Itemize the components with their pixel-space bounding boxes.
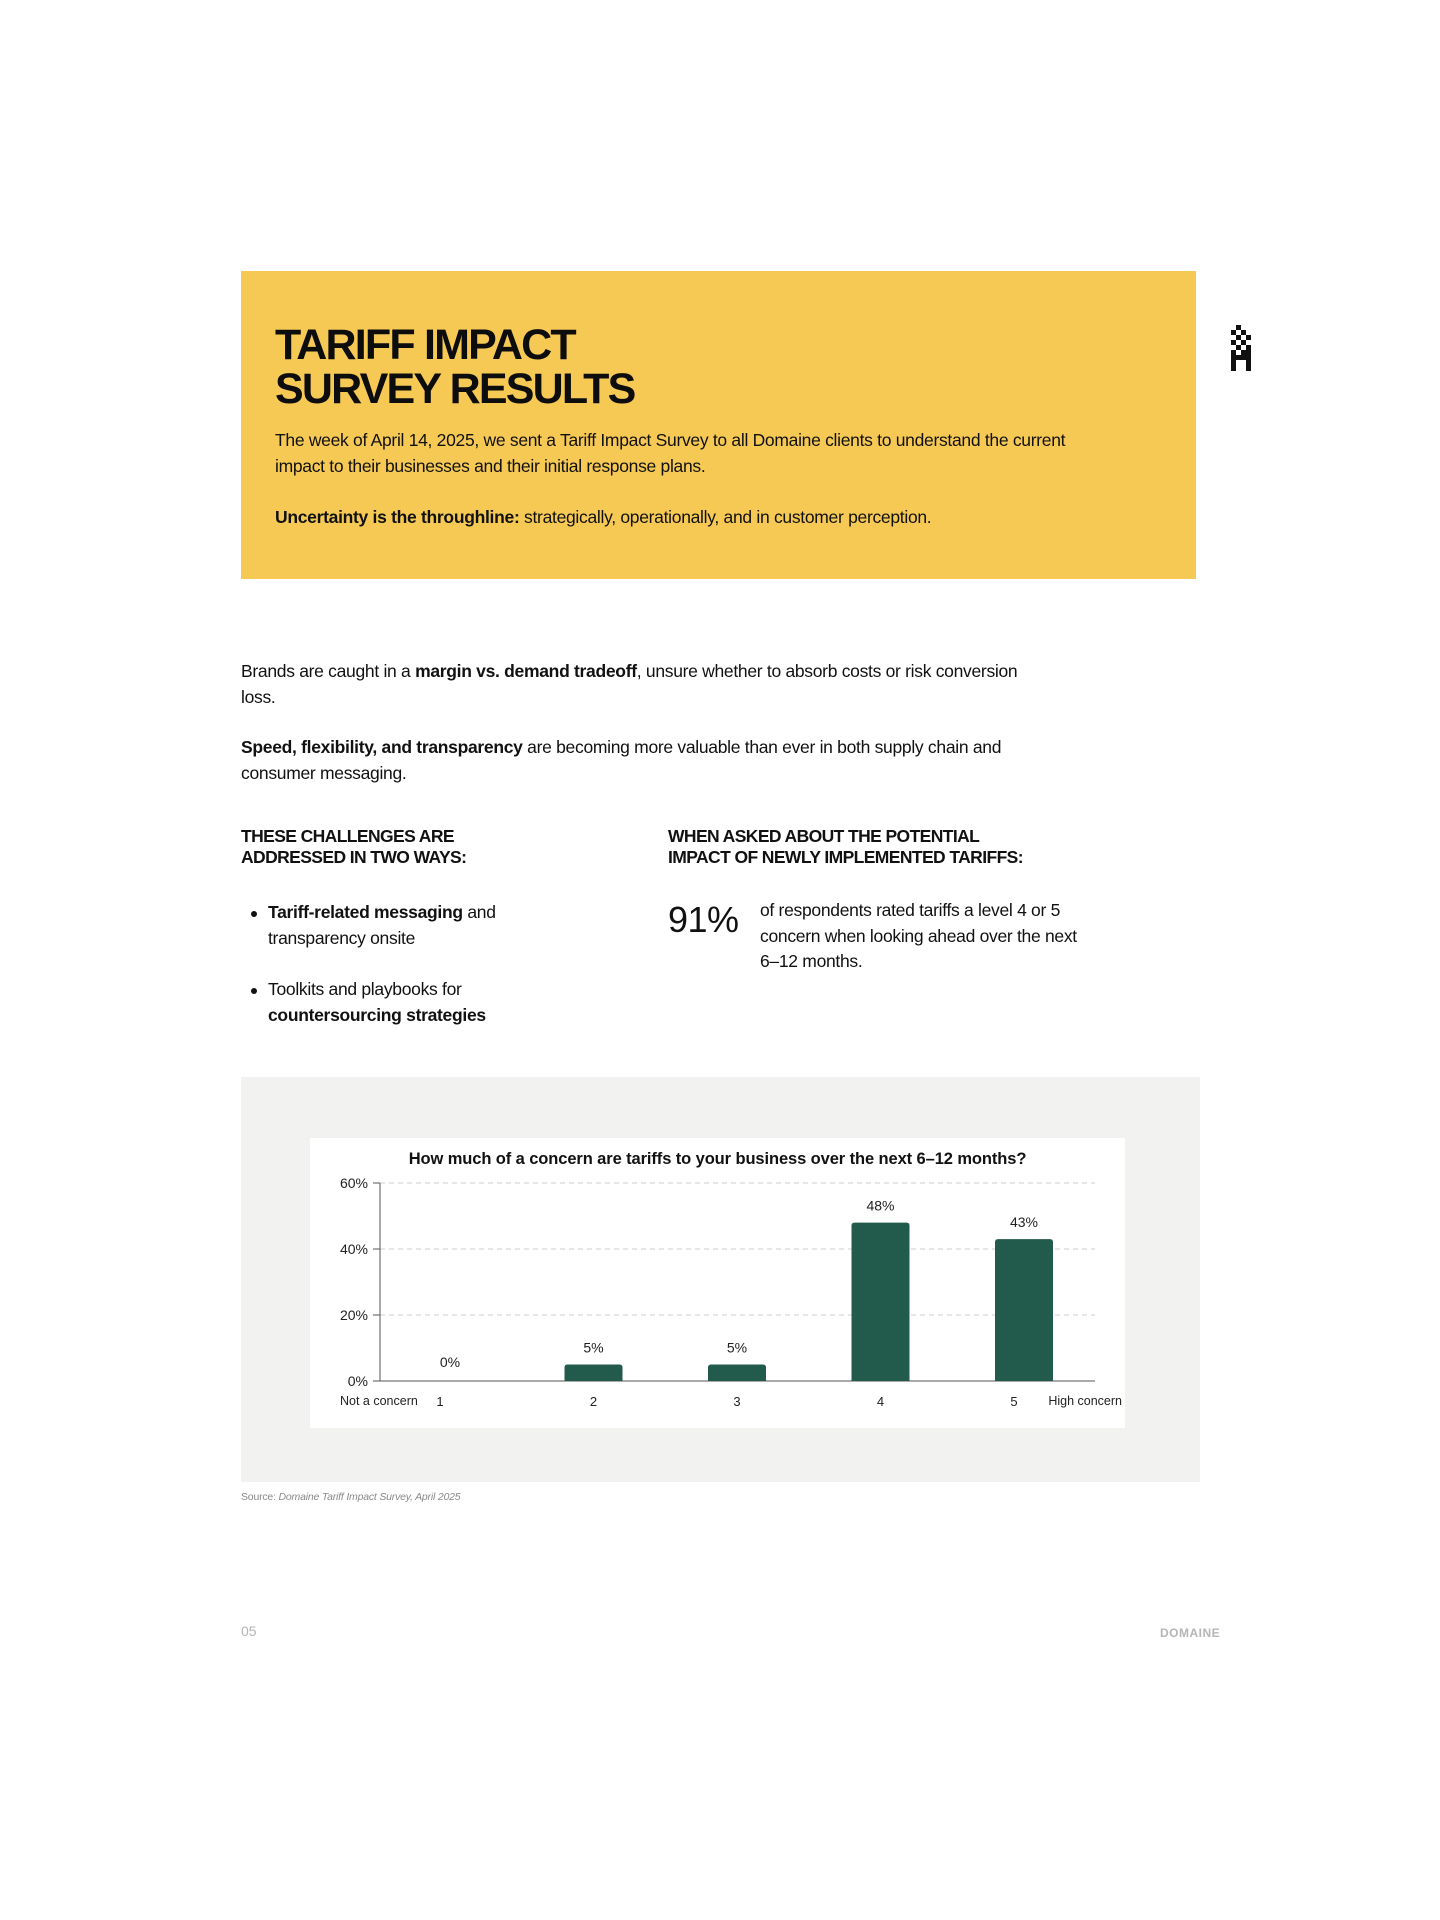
hero-intro: The week of April 14, 2025, we sent a Tariff Impact Survey to all Domaine clients to understand the current impact to their businesses and their initial response plans. <box>275 430 1066 476</box>
chart-panel <box>241 1077 1200 1482</box>
source-prefix: Source: <box>241 1491 279 1503</box>
chart-card <box>310 1138 1125 1428</box>
list-item <box>241 900 581 951</box>
challenges-heading: THESE CHALLENGES ARE ADDRESSED IN TWO WAYS: <box>241 826 467 867</box>
x-axis-left-label: Not a concern <box>340 1394 418 1408</box>
y-tick-label: 60% <box>339 1175 368 1191</box>
x-axis-right-label: High concern <box>1048 1394 1122 1408</box>
bullet1-rest: and transparency onsite <box>268 902 496 948</box>
data-label: 5% <box>726 1339 748 1356</box>
hero-banner <box>241 271 1196 579</box>
p1-start: Brands are caught in a <box>241 661 416 681</box>
challenges-list <box>241 900 581 1054</box>
y-tick-label: 0% <box>347 1373 368 1389</box>
bullet2-bold: countersourcing strategies <box>268 1004 486 1025</box>
y-tick-label: 20% <box>339 1307 368 1323</box>
bullet1-bold: Tariff-related messaging <box>268 902 463 922</box>
y-tick-label: 40% <box>339 1241 368 1257</box>
throughline-bold: Uncertainty is the throughline: <box>275 507 520 527</box>
hero-throughline <box>275 505 1075 531</box>
stat-number: 91% <box>668 899 739 940</box>
footer-brand: DOMAINE <box>1160 1626 1221 1640</box>
data-label: 43% <box>1009 1214 1039 1231</box>
stat-description: of respondents rated tariffs a level 4 or 5 concern when looking ahead over the next 6–12 months. <box>760 900 1077 971</box>
page-title: TARIFF IMPACT SURVEY RESULTS <box>275 321 635 413</box>
bar <box>852 1223 910 1381</box>
p1-end: , unsure whether to absorb costs or risk conversion loss. <box>241 661 1018 707</box>
data-label: 5% <box>583 1339 604 1356</box>
impact-heading: WHEN ASKED ABOUT THE POTENTIAL IMPACT OF NEWLY IMPLEMENTED TARIFFS: <box>668 826 1023 867</box>
list-item <box>241 977 581 1028</box>
source-name: Domaine Tariff Impact Survey, April 2025 <box>278 1491 461 1503</box>
p2-bold: Speed, flexibility, and transparency <box>241 737 523 757</box>
page-number: 05 <box>241 1623 257 1639</box>
p2-end: are becoming more valuable than ever in both supply chain and consumer messaging. <box>241 737 1002 783</box>
domaine-logo-icon <box>1231 325 1251 371</box>
tradeoff-paragraph <box>241 659 1031 710</box>
data-label: 48% <box>866 1197 895 1214</box>
x-tick-label: 4 <box>876 1394 885 1409</box>
data-label: 0% <box>439 1354 461 1370</box>
bar <box>708 1365 766 1382</box>
p1-bold: margin vs. demand tradeoff <box>415 661 637 681</box>
x-tick-label: 5 <box>1010 1394 1018 1409</box>
speed-paragraph <box>241 735 1031 786</box>
x-tick-label: 2 <box>589 1394 598 1409</box>
x-tick-label: 3 <box>733 1394 741 1409</box>
chart-title: How much of a concern are tariffs to your business over the next 6–12 months? <box>408 1150 1027 1168</box>
bar-chart <box>310 1138 1125 1428</box>
bar <box>995 1239 1053 1381</box>
x-tick-label: 1 <box>436 1394 444 1409</box>
throughline-rest: strategically, operationally, and in customer perception. <box>519 507 932 527</box>
bullet2-start: Toolkits and playbooks for <box>268 979 462 999</box>
source-note <box>241 1491 460 1503</box>
bar <box>565 1365 623 1382</box>
